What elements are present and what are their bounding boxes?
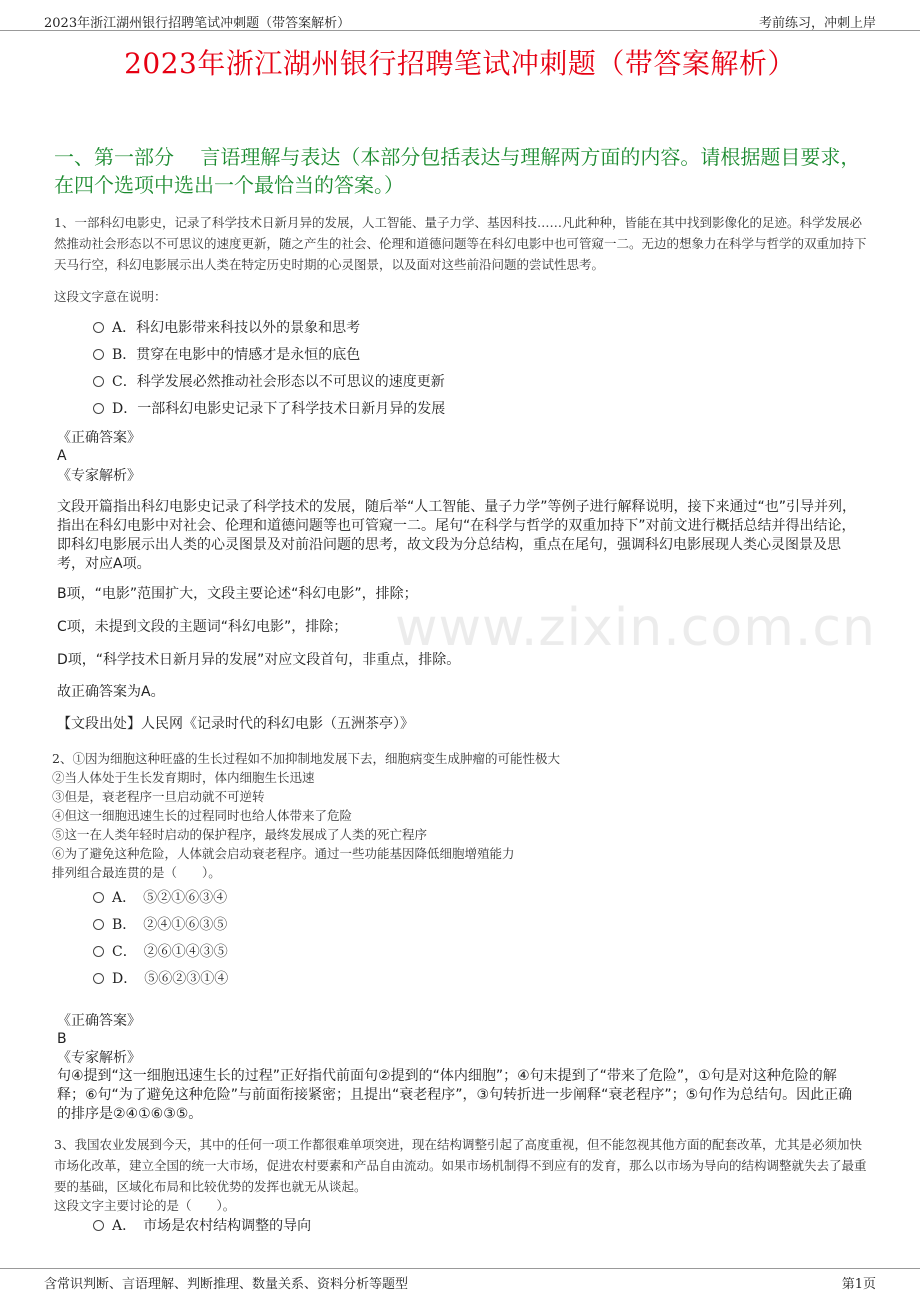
q2-option-a[interactable]: A． ⑤②①⑥③④: [93, 888, 227, 908]
radio-icon[interactable]: [93, 946, 104, 957]
q2-option-c[interactable]: C． ②⑥①④③⑤: [93, 942, 228, 962]
q3-option-a[interactable]: A． 市场是农村结构调整的导向: [93, 1216, 311, 1236]
q1-conclusion: 故正确答案为A。: [57, 684, 165, 700]
q2-line: ③但是，衰老程序一旦启动就不可逆转: [52, 789, 265, 804]
q1-option-c[interactable]: C．科学发展必然推动社会形态以不可思议的速度更新: [93, 372, 445, 392]
radio-icon[interactable]: [93, 376, 104, 387]
q2-answer: B: [57, 1031, 67, 1047]
header-doc-title: 2023年浙江湖州银行招聘笔试冲刺题（带答案解析）: [44, 16, 351, 31]
q2-line: 2、①因为细胞这种旺盛的生长过程如不加抑制地发展下去，细胞病变生成肿瘤的可能性极大: [52, 751, 560, 766]
q1-prompt: 这段文字意在说明：: [54, 289, 167, 304]
page-title: 2023年浙江湖州银行招聘笔试冲刺题（带答案解析）: [124, 47, 796, 80]
q2-analysis: 句④提到“这一细胞迅速生长的过程”正好指代前面句②提到的“体内细胞”；④句末提到了“带来了危险”，①句是对这种危险的解释；⑥句“为了避免这种危险”与前面衔接紧密；且提出“衰老程序”，③句转折进一步阐释“衰老程序”；⑤句作为总结句。因此正确的排序是②④①⑥③⑤。: [57, 1068, 853, 1122]
page-header: [0, 0, 920, 31]
radio-icon[interactable]: [93, 349, 104, 360]
q1-option-a[interactable]: A．科幻电影带来科技以外的景象和思考: [93, 318, 360, 338]
q1-note-c: C项，未提到文段的主题词“科幻电影”，排除；: [57, 619, 348, 635]
q2-option-b[interactable]: B． ②④①⑥③⑤: [93, 915, 227, 935]
q2-answer-label: 《正确答案》: [57, 1013, 141, 1029]
q1-note-b: B项，“电影”范围扩大，文段主要论述“科幻电影”，排除；: [57, 586, 418, 602]
radio-icon[interactable]: [93, 322, 104, 333]
q2-line: ⑥为了避免这种危险，人体就会启动衰老程序。通过一些功能基因降低细胞增殖能力: [52, 846, 515, 861]
q1-stem: 1、一部科幻电影史，记录了科学技术日新月异的发展，人工智能、量子力学、基因科技……凡此种种，皆能在其中找到影像化的足迹。科学发展必然推动社会形态以不可思议的速度更新，随之产生的社会、伦理和道德问题等在科幻电影中也可管窥一二。无边的想象力在科学与哲学的双重加持下天马行空，科幻电影展示出人类在特定历史时期的心灵图景，以及面对这些前沿问题的尝试性思考。: [54, 215, 867, 272]
q2-line: ④但这一细胞迅速生长的过程同时也给人体带来了危险: [52, 808, 353, 823]
q2-line: ②当人体处于生长发育期时，体内细胞生长迅速: [52, 770, 315, 785]
watermark: www.zixin.com.cn: [395, 598, 876, 658]
radio-icon[interactable]: [93, 973, 104, 984]
q1-note-d: D项，“科学技术日新月异的发展”对应文段首句，非重点，排除。: [57, 652, 461, 668]
q2-prompt: 排列组合最连贯的是（ ）。: [52, 865, 221, 880]
radio-icon[interactable]: [93, 1220, 104, 1231]
radio-icon[interactable]: [93, 919, 104, 930]
q1-option-b[interactable]: B．贯穿在电影中的情感才是永恒的底色: [93, 345, 360, 365]
q3-prompt: 这段文字主要讨论的是（ ）。: [54, 1198, 236, 1213]
radio-icon[interactable]: [93, 403, 104, 414]
q2-option-d[interactable]: D． ⑤⑥②③①④: [93, 969, 228, 989]
q1-analysis: 文段开篇指出科幻电影史记录了科学技术的发展，随后举“人工智能、量子力学”等例子进行解释说明，接下来通过“也”引导并列，指出在科幻电影中对社会、伦理和道德问题等也可管窥一二。尾句“在科学与哲学的双重加持下”对前文进行概括总结并得出结论，即科幻电影展示出人类的心灵图景及对前沿问题的思考，故文段为分总结构，重点在尾句，强调科幻电影展现人类心灵图景及思考，对应A项。: [57, 499, 857, 572]
page-footer: [0, 1268, 920, 1303]
q1-option-d[interactable]: D．一部科幻电影史记录下了科学技术日新月异的发展: [93, 399, 445, 419]
header-slogan: 考前练习，冲刺上岸: [758, 16, 876, 31]
section-heading: 一、第一部分 言语理解与表达（本部分包括表达与理解两方面的内容。请根据题目要求，在四个选项中选出一个最恰当的答案。）: [54, 145, 861, 197]
radio-icon[interactable]: [93, 892, 104, 903]
q2-analysis-label: 《专家解析》: [57, 1050, 141, 1066]
q1-source: 【文段出处】人民网《记录时代的科幻电影（五洲茶亭）》: [57, 716, 414, 732]
page-number: 第1页: [841, 1277, 876, 1292]
q3-stem: 3、我国农业发展到今天，其中的任何一项工作都很难单项突进，现在结构调整引起了高度重视，但不能忽视其他方面的配套改革，尤其是必须加快市场化改革，建立全国的统一大市场，促进农村要素和产品自由流动。如果市场机制得不到应有的发育，那么以市场为导向的结构调整就失去了最重要的基础，区域化布局和比较优势的发挥也就无从谈起。: [54, 1137, 867, 1194]
q2-line: ⑤这一在人类年轻时启动的保护程序，最终发展成了人类的死亡程序: [52, 827, 428, 842]
q1-analysis-label: 《专家解析》: [57, 468, 141, 484]
q1-answer: A: [57, 448, 67, 464]
q1-answer-label: 《正确答案》: [57, 430, 141, 446]
footer-text: 含常识判断、言语理解、判断推理、数量关系、资料分析等题型: [44, 1277, 409, 1292]
